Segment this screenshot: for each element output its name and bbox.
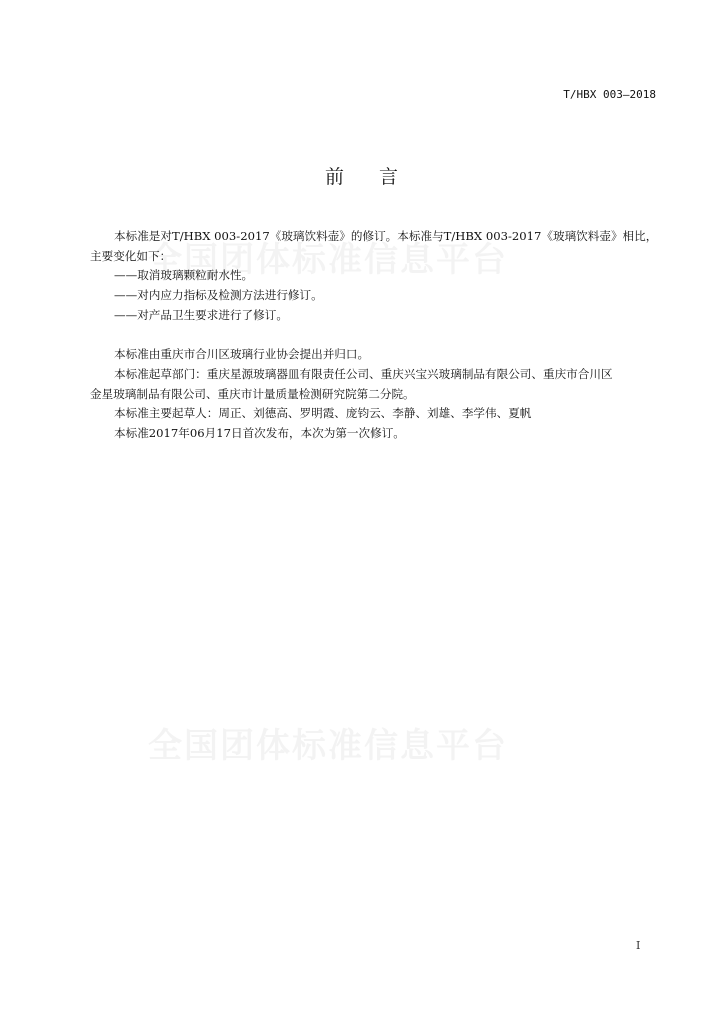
paragraph-intro-line2: 主要变化如下： — [90, 248, 172, 263]
change-item-1: ——取消玻璃颗粒耐水性。 — [114, 268, 254, 283]
paragraph-proposer: 本标准由重庆市合川区玻璃行业协会提出并归口。 — [114, 347, 370, 362]
standard-code: T/HBX 003—2018 — [563, 88, 656, 101]
paragraph-drafting-units-line1: 本标准起草部门：重庆星源玻璃器皿有限责任公司、重庆兴宝兴玻璃制品有限公司、重庆市合川区 — [114, 366, 613, 381]
title-char-1: 前 — [324, 166, 345, 188]
watermark-bottom — [148, 718, 508, 767]
title-char-2: 言 — [379, 166, 400, 188]
paragraph-drafters: 本标准主要起草人：周正、刘德高、罗明霞、庞钧云、李静、刘雄、李学伟、夏帆 — [114, 406, 532, 421]
paragraph-intro-line1: 本标准是对T/HBX 003-2017《玻璃饮料壶》的修订。本标准与T/HBX 003-2017《玻璃饮料壶》相比， — [114, 229, 658, 243]
change-item-2: ——对内应力指标及检测方法进行修订。 — [114, 288, 323, 303]
page-number: I — [636, 939, 641, 952]
paragraph-release: 本标准2017年06月17日首次发布，本次为第一次修订。 — [114, 426, 405, 441]
foreword-body — [90, 227, 662, 444]
page-title — [0, 162, 724, 189]
paragraph-drafting-units-line2: 金星玻璃制品有限公司、重庆市计量质量检测研究院第二分院。 — [90, 386, 415, 401]
change-item-3: ——对产品卫生要求进行了修订。 — [114, 307, 288, 322]
